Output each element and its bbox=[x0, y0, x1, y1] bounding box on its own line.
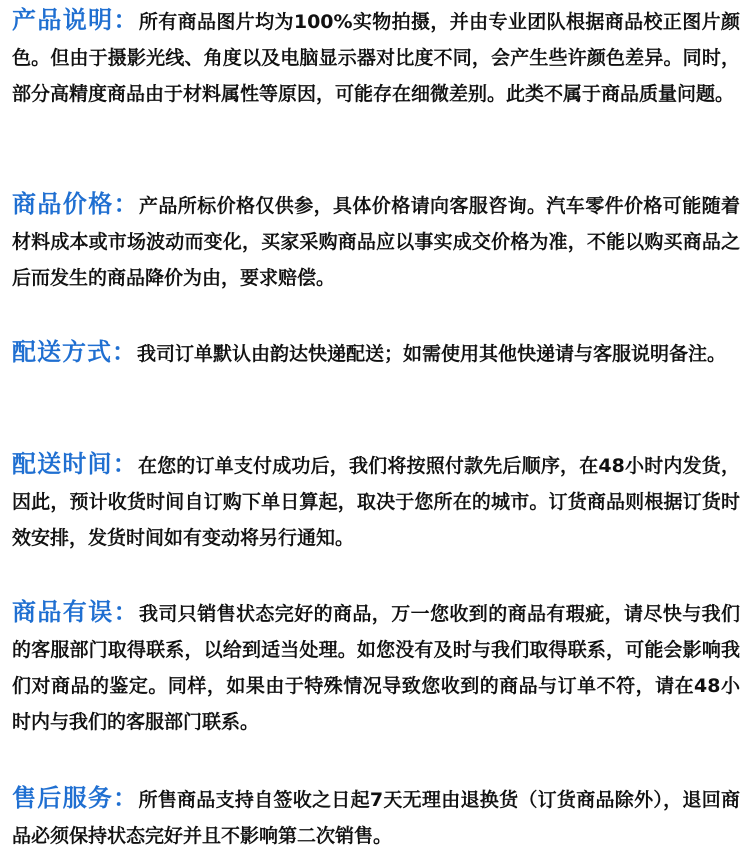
section-body: 所售商品支持自签收之日起7天无理由退换货（订货商品除外），退回商品必须保持状态完好并且不影响第二次销售。 bbox=[12, 789, 740, 847]
section-heading: 商品有误： bbox=[12, 598, 139, 626]
section-heading: 配送方式： bbox=[12, 338, 137, 366]
section-body: 产品所标价格仅供参，具体价格请向客服咨询。汽车零件价格可能随着材料成本或市场波动而变化，买家采购商品应以事实成交价格为准，不能以购买商品之后而发生的商品降价为由，要求赔偿。 bbox=[12, 195, 740, 289]
section-product-price bbox=[12, 186, 740, 296]
section-heading: 产品说明： bbox=[12, 6, 139, 34]
section-body: 我司订单默认由韵达快递配送；如需使用其他快递请与客服说明备注。 bbox=[137, 343, 727, 365]
section-heading: 商品价格： bbox=[12, 190, 139, 218]
section-after-sales bbox=[12, 780, 740, 854]
section-heading: 配送时间： bbox=[12, 450, 138, 478]
section-heading: 售后服务： bbox=[12, 784, 139, 812]
section-body: 所有商品图片均为100%实物拍摄，并由专业团队根据商品校正图片颜色。但由于摄影光线、角度以及电脑显示器对比度不同，会产生些许颜色差异。同时，部分高精度商品由于材料属性等原因，可能存在细微差别。此类不属于商品质量问题。 bbox=[12, 11, 741, 105]
section-product-error bbox=[12, 594, 740, 740]
section-body: 我司只销售状态完好的商品，万一您收到的商品有瑕疵，请尽快与我们的客服部门取得联系，以给到适当处理。如您没有及时与我们取得联系，可能会影响我们对商品的鉴定。同样，如果由于特殊情况导致您收到的商品与订单不符，请在48小时内与我们的客服部门联系。 bbox=[12, 603, 740, 733]
section-body: 在您的订单支付成功后，我们将按照付款先后顺序，在48小时内发货，因此，预计收货时间自订购下单日算起，取决于您所在的城市。订货商品则根据订货时效安排，发货时间如有变动将另行通知。 bbox=[12, 455, 740, 549]
section-product-description bbox=[12, 2, 740, 112]
section-delivery-time bbox=[12, 446, 740, 556]
section-delivery-method bbox=[12, 334, 740, 372]
